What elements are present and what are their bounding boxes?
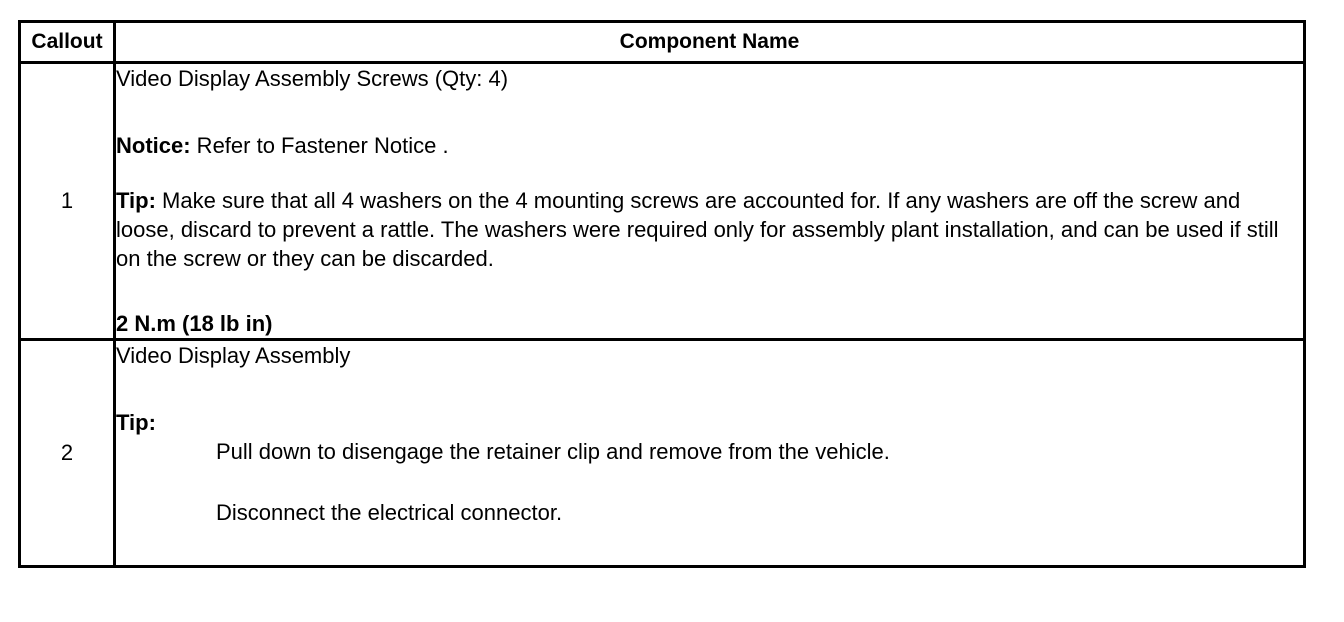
tip-step: Disconnect the electrical connector. [216, 500, 563, 525]
tip-paragraph [116, 186, 1303, 273]
torque-spec [116, 309, 1303, 338]
tip-label: Tip: [116, 410, 156, 435]
component-title: Video Display Assembly [116, 343, 351, 368]
component-cell [115, 63, 1305, 340]
table-row [20, 63, 1305, 340]
notice-text: Refer to Fastener Notice . [190, 133, 449, 158]
tip-label: Tip: [116, 188, 156, 213]
tip-paragraph [116, 408, 1303, 437]
header-callout: Callout [20, 22, 115, 63]
table-row [20, 340, 1305, 567]
callout-number: 2 [20, 340, 115, 567]
header-row [20, 22, 1305, 63]
component-title: Video Display Assembly Screws (Qty: 4) [116, 66, 509, 91]
torque-value: 2 N.m (18 lb in) [116, 311, 273, 336]
callout-table [18, 20, 1306, 568]
component-cell [115, 340, 1305, 567]
tip-text: Make sure that all 4 washers on the 4 mounting screws are accounted for. If any washers are off the screw and loose, discard to prevent a rattle. The washers were required only for assembly plant installation, and can be used if still on the screw or they can be discarded. [116, 188, 1279, 271]
header-component-name: Component Name [115, 22, 1305, 63]
tip-step: Pull down to disengage the retainer clip and remove from the vehicle. [216, 439, 890, 464]
notice-label: Notice: [116, 133, 191, 158]
notice-paragraph [116, 131, 1303, 160]
callout-number: 1 [20, 63, 115, 340]
